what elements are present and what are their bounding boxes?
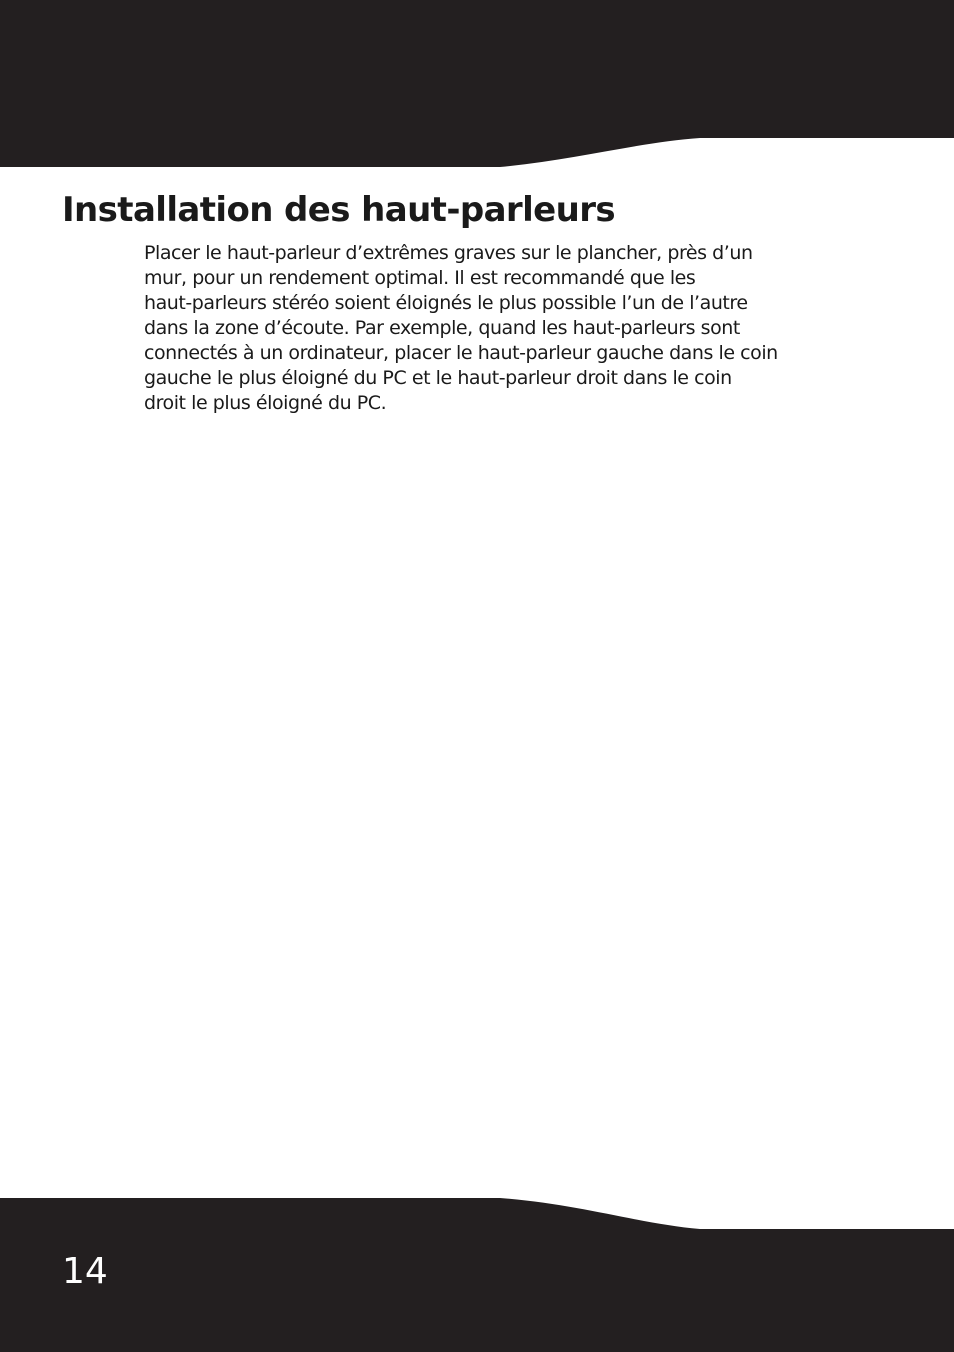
bottom-footer-band [0,1196,954,1352]
page-number: 14 [62,1251,108,1292]
body-paragraph [144,241,864,416]
paragraph-line: Placer le haut-parleur d’extrêmes graves sur le plancher, près d’un [144,242,753,264]
paragraph-line: haut-parleurs stéréo soient éloignés le plus possible l’un de l’autre [144,292,748,314]
paragraph-line: gauche le plus éloigné du PC et le haut-parleur droit dans le coin [144,367,732,389]
page-title: Installation des haut-parleurs [62,190,616,230]
paragraph-line: connectés à un ordinateur, placer le haut-parleur gauche dans le coin [144,342,778,364]
top-band-shape [0,0,954,167]
paragraph-line: droit le plus éloigné du PC. [144,392,387,414]
paragraph-line: mur, pour un rendement optimal. Il est recommandé que les [144,267,696,289]
top-header-band [0,0,954,170]
bottom-band-shape [0,1198,954,1352]
paragraph-line: dans la zone d’écoute. Par exemple, quand les haut-parleurs sont [144,317,740,339]
